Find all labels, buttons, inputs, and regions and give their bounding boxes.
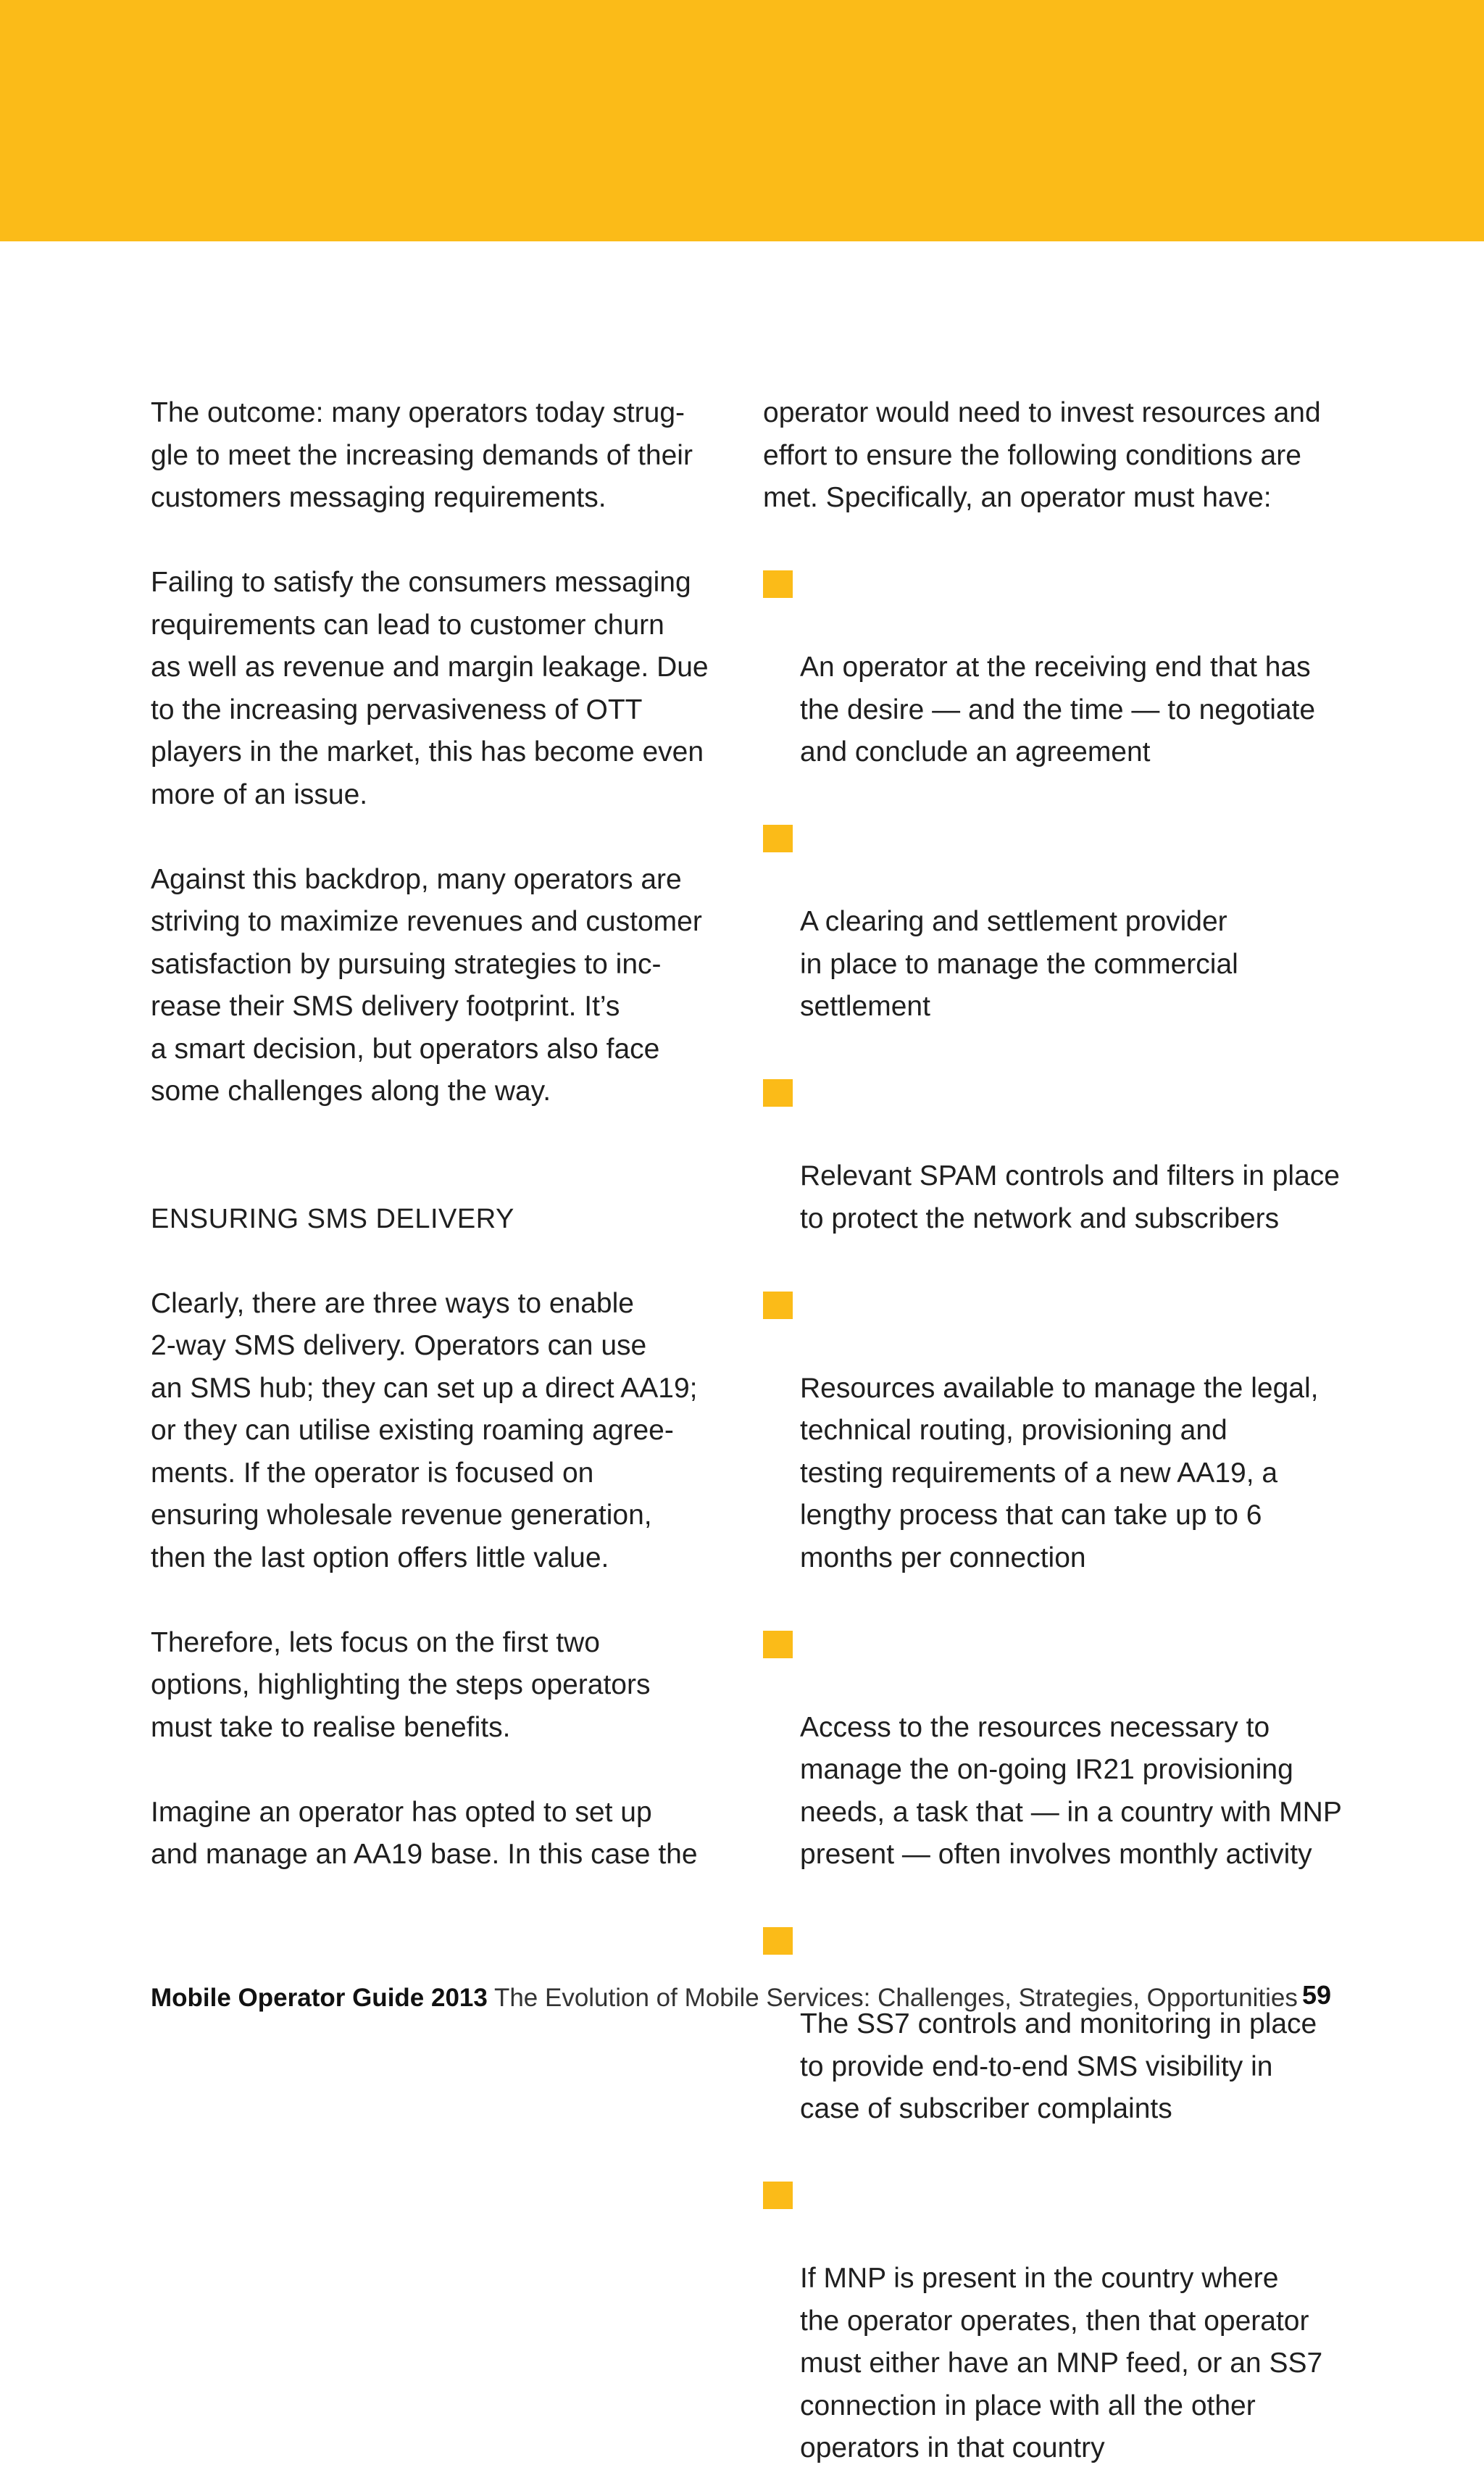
square-bullet-icon [763, 570, 793, 598]
square-bullet-icon [763, 1927, 793, 1955]
paragraph-three-ways: Clearly, there are three ways to enable 2-way SMS delivery. Operators can use an SMS hub; they can set up a direct AA19; or they can utilise existing roaming agree- ments. If the operator is focused on ensuring wholesale revenue generation, then the last option offers little value. [151, 1287, 698, 1573]
list-item [763, 1283, 1343, 1580]
square-bullet-icon [763, 1292, 793, 1319]
list-item [763, 1622, 1343, 1876]
square-bullet-icon [763, 1631, 793, 1658]
list-item-text: An operator at the receiving end that has the desire — and the time — to negotiate and conclude an agreement [800, 652, 1316, 768]
paragraph-backdrop: Against this backdrop, many operators are striving to maximize revenues and customer satisfaction by pursuing strategies to inc- rease their SMS delivery footprint. It’s a smart decision, but operators also face some challenges along the way. [151, 863, 702, 1107]
paragraph-outcome: The outcome: many operators today strug- gle to meet the increasing demands of their customers messaging requirements. [151, 397, 693, 513]
right-column [763, 392, 1343, 2470]
list-item-text: Access to the resources necessary to manage the on-going IR21 provisioning needs, a task that — in a country with MNP present — often involves monthly activity [800, 1711, 1342, 1870]
requirements-list [763, 562, 1343, 2470]
list-item [763, 1070, 1343, 1240]
left-column [151, 392, 734, 1876]
header-color-band [0, 0, 1484, 241]
section-heading: ENSURING SMS DELIVERY [151, 1203, 514, 1234]
list-item [763, 2173, 1343, 2470]
paragraph-failing: Failing to satisfy the consumers messaging requirements can lead to customer churn as well as revenue and margin leakage. Due to the increasing pervasiveness of OTT players in the market, this has become even more of an issue. [151, 567, 709, 810]
list-item-text: Relevant SPAM controls and filters in place to protect the network and subscribers [800, 1160, 1340, 1234]
list-item-text: If MNP is present in the country where the operator operates, then that operator must either have an MNP feed, or an SS7 connection in place with all the other operators in that country [800, 2263, 1323, 2463]
list-item-text: A clearing and settlement provider in place to manage the commercial settlement [800, 906, 1238, 1022]
list-item-text: The SS7 controls and monitoring in place to provide end-to-end SMS visibility in case of subscriber complaints [800, 2008, 1317, 2124]
list-item [763, 562, 1343, 774]
footer-publication-subtitle: The Evolution of Mobile Services: Challenges, Strategies, Opportunities [493, 1984, 1298, 2012]
paragraph-first-two-options: Therefore, lets focus on the first two options, highlighting the steps operators must take to realise benefits. [151, 1626, 651, 1743]
page-footer [151, 1980, 1333, 2016]
footer-publication-title: Mobile Operator Guide 2013 [151, 1984, 488, 2012]
square-bullet-icon [763, 1079, 793, 1107]
list-item-text: Resources available to manage the legal, technical routing, provisioning and testing requirements of a new AA19, a lengthy process that can take up to 6 months per connection [800, 1372, 1319, 1573]
square-bullet-icon [763, 825, 793, 852]
page-number: 59 [1302, 1980, 1332, 2010]
paragraph-requirements-intro: operator would need to invest resources and effort to ensure the following conditions are met. Specifically, an operator must have: [763, 397, 1321, 513]
list-item [763, 816, 1343, 1028]
paragraph-aa19-base: Imagine an operator has opted to set up and manage an AA19 base. In this case the [151, 1796, 698, 1870]
square-bullet-icon [763, 2182, 793, 2209]
list-item [763, 1918, 1343, 2131]
